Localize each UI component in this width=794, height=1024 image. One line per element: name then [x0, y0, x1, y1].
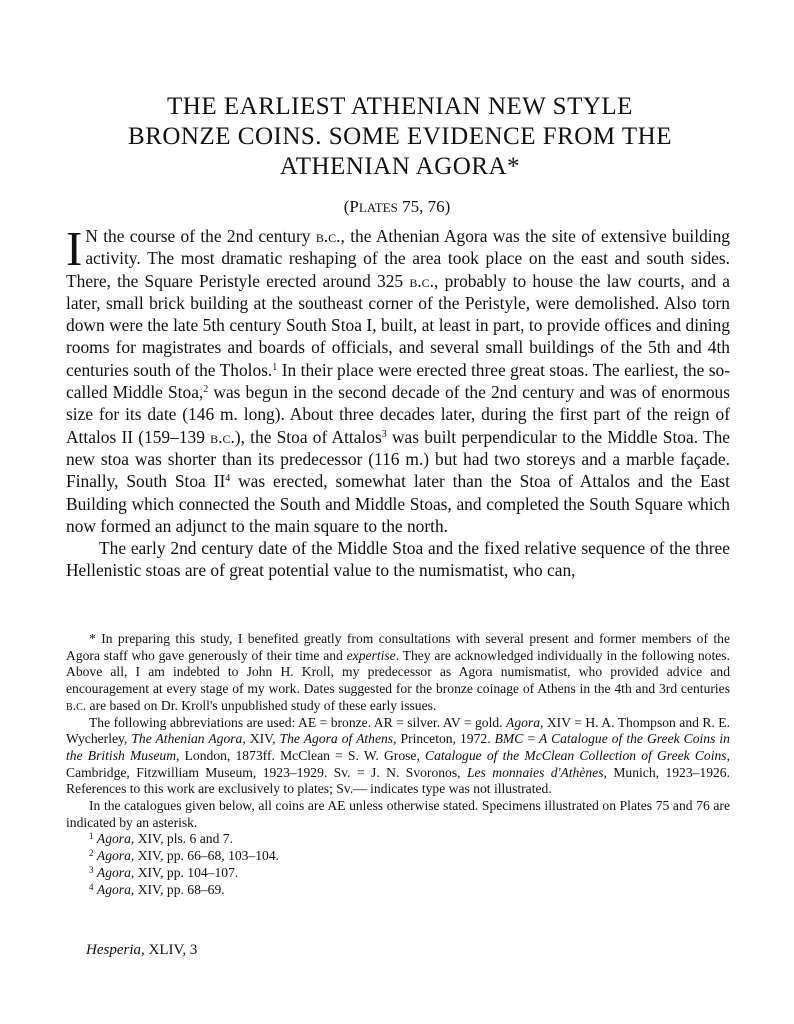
footnote-abbreviations: The following abbreviations are used: AE = bronze. AR = silver. AV = gold. Agora, XIV = H. A. Thompson and R. E. Wycherley, The Athenian Agora, XIV, The Agora of Athens, Princeton, 1972. BMC = A Catalogue of the Greek Coins in the British Museum, London, 1873ff. McClean = S. W. Grose, Catalogue of the McClean Collection of Greek Coins, Cambridge, Fitzwilliam Museum, 1923–1929. Sv. = J. N. Svoronos, Les monnaies d'Athènes, Munich, 1923–1926. References to this work are exclusively to plates; Sv.— indicates type was not illustrated. [66, 714, 730, 797]
footnote-ref-2: 2 [203, 384, 209, 396]
title-line-3: ATHENIAN AGORA* [279, 153, 521, 180]
footnote-star: * In preparing this study, I benefited greatly from consultations with several present and former members of the Agora staff who gave generously of their time and expertise. They are acknowledged individually in the following notes. Above all, I am indebted to John H. Kroll, my predecessor as Agora numismatist, who provided advice and encouragement at every stage of my work. Dates suggested for the bronze coinage of Athens in the 4th and 3rd centuries b.c. are based on Dr. Kroll's unpublished study of these early issues. [66, 631, 730, 713]
footnote-2: $^2$ Agora, XIV, pp. 66–68, 103–104. [89, 848, 280, 864]
footnote-ref-1: 1 [272, 361, 278, 373]
footnote-ref-4: 4 [225, 473, 231, 485]
title-line-2: BRONZE COINS. SOME EVIDENCE FROM THE [128, 123, 672, 150]
volume-issue: , XLIV, 3 [141, 942, 198, 958]
footnote-4: $^4$ Agora, XIV, pp. 68–69. [89, 881, 225, 897]
running-footer [86, 942, 197, 959]
footnotes [66, 631, 730, 898]
body-text [66, 221, 731, 582]
drop-cap: I [66, 221, 83, 276]
journal-name: Hesperia [86, 942, 141, 958]
footnote-3: $^3$ Agora, XIV, pp. 104–107. [89, 864, 239, 880]
footnote-1: $^1$ Agora, XIV, pls. 6 and 7. [89, 831, 233, 847]
plates-reference: (PLATES 75, 76) [343, 197, 451, 216]
footnote-ref-3: 3 [381, 428, 387, 440]
article-title [90, 92, 710, 182]
footnote-catalogue-note: In the catalogues given below, all coins are AE unless otherwise stated. Specimens illustrated on Plates 75 and 76 are indicated by an asterisk. [66, 798, 730, 830]
paragraph-1: I N the course of the 2nd century b.c., the Athenian Agora was the site of extensive building activity. The most dramatic reshaping of the area took place on the east and south sides. There, the Square Peristyle erected around 325 b.c., probably to house the law courts, and a later, small brick building at the southeast corner of the Peristyle, were demolished. Also torn down were the late 5th century South Stoa I, built, at least in part, to provide offices and dining rooms for magistrates and boards of officials, and several small buildings of the 5th and 4th centuries south of the Tholos.$^1$ In their place were erected three great stoas. The earliest, the so-called Middle Stoa,$^2$ was begun in the second decade of the 2nd century and was of enormous size for its date (146 m. long). About three decades later, during the first part of the reign of Attalos II (159–139 b.c.), the Stoa of Attalos$^3$ was built perpendicular to the Middle Stoa. The new stoa was shorter than its predecessor (116 m.) but had two storeys and a marble façade. Finally, South Stoa $II^4$ was erected, somewhat later than the Stoa of Attalos and the East Building which connected the South and Middle Stoas, and completed the South Square which now formed an adjunct to the main square to the north. [66, 221, 731, 536]
title-line-1: THE EARLIEST ATHENIAN NEW STYLE [167, 93, 633, 120]
paragraph-2: The early 2nd century date of the Middle Stoa and the fixed relative sequence of the three Hellenistic stoas are of great potential value to the numismatist, who can, [66, 538, 730, 581]
